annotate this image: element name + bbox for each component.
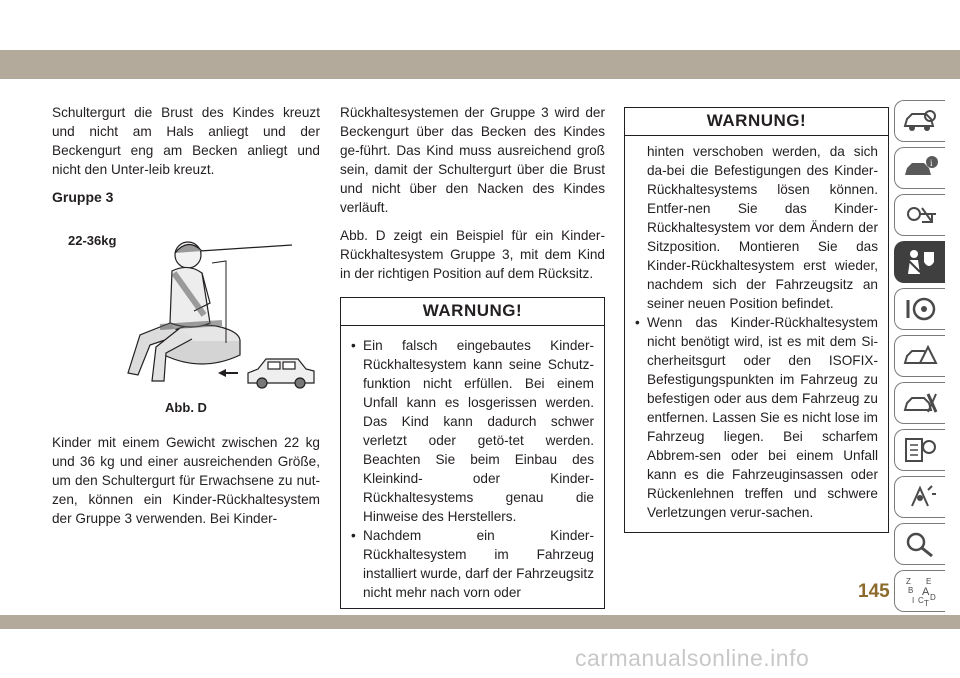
figure-caption: Abb. D: [165, 400, 207, 415]
warning-title: WARNUNG!: [625, 108, 888, 136]
car-info-icon[interactable]: [894, 147, 945, 189]
paragraph-2: Abb. D zeigt ein Beispiel für ein Kinder-Rückhaltesystem Gruppe 3, mit dem Kind in der richtigen Position auf dem Rücksitz.: [340, 228, 605, 281]
header-band: [0, 50, 960, 79]
intro-paragraph: Schultergurt die Brust des Kindes kreuzt und nicht am Hals anliegt und der Beckengurt eng am Becken anliegt und nicht den Unter-leib kreuzt.: [52, 105, 320, 177]
body-paragraph: Kinder mit einem Gewicht zwischen 22 kg und 36 kg und einer ausreichenden Größe, um den Schultergurt für Erwachsene zu nut-zen, können ein Kinder-Rückhaltesystem der Gruppe 3 verwenden. Bei Kinder-: [52, 435, 320, 526]
starting-driving-icon[interactable]: [894, 288, 945, 330]
servicing-icon[interactable]: [894, 382, 945, 424]
search-icon[interactable]: [894, 523, 945, 565]
warning-bullet: • Nachdem ein Kinder-Rückhaltesystem im Fahrzeug installiert wurde, darf der Fahrzeugsitz nicht mehr nach vorn oder: [351, 526, 594, 602]
index-letter-i: I: [912, 596, 915, 605]
page-number: 145: [858, 581, 890, 602]
warning-lights-icon[interactable]: [894, 194, 945, 236]
index-letter-b: B: [908, 586, 914, 595]
warning-title: WARNUNG!: [341, 298, 604, 326]
svg-text:i: i: [930, 158, 933, 168]
index-letter-e: E: [926, 577, 932, 586]
car-search-icon[interactable]: [894, 100, 945, 142]
index-icon[interactable]: [894, 570, 945, 612]
child-seat-drawing: [128, 242, 240, 381]
safety-icon[interactable]: [894, 241, 945, 283]
car-icon-small: [248, 359, 314, 388]
warning-bullet: • Ein falsch eingebautes Kinder-Rückhaltesystem kann seine Schutz-funktion nicht erfüllen. Bei einem Unfall kann es losgerissen werden. Das Kind kann dadurch schwer verletzt oder getö-tet werden. Beachten Sie beim Einbau des Kleinkind- oder Kinder-Rückhaltesystems genau die Hinweise des Herstellers.: [351, 336, 594, 526]
watermark: carmanualsonline.info: [575, 645, 810, 671]
multimedia-icon[interactable]: [894, 476, 945, 518]
index-letter-d: D: [930, 593, 936, 602]
arrow-icon: [218, 369, 238, 377]
warning-box: [340, 297, 605, 609]
chapter-tabs: [894, 100, 946, 617]
column-3: [624, 107, 889, 533]
technical-specs-icon[interactable]: [894, 429, 945, 471]
child-booster-illustration: [52, 223, 320, 398]
index-letter-t: T: [924, 599, 929, 606]
index-letter-a: A: [922, 586, 930, 598]
index-letter-z: Z: [906, 577, 911, 586]
index-letter-c: C: [918, 596, 924, 605]
warning-bullet: • Wenn das Kinder-Rückhaltesystem nicht benötigt wird, ist es mit dem Si-cherheitsgurt oder den ISOFIX-Befestigungspunkten im Fahrzeug zu befestigen oder aus dem Fahrzeug zu entfernen. Lassen Sie es nicht lose im Fahrzeug liegen. Bei scharfem Abbrem-sen oder bei einem Unfall kann es die Fahrzeuginsassen oder Rückenlehnen treffen und schwere Verletzungen verur-sachen.: [635, 313, 878, 522]
warning-continuation: hinten verschoben werden, da sich da-bei die Befestigungen des Kinder-Rückhaltesystems lösen können. Entfer-nen Sie das Kinder-Rückhaltesystem vor dem Ändern der Sitzposition. Montieren Sie das Kinder-Rückhaltesystem erst wieder, nachdem sich der Fahrzeugsitz an seiner neuen Position befindet.: [647, 144, 878, 311]
column-1: [52, 103, 320, 537]
paragraph-1: Rückhaltesystemen der Gruppe 3 wird der Beckengurt über das Becken des Kindes ge-führt. Das Kind muss ausreichend groß sein, damit der Schultergurt über die Brust und nicht über den Nacken des Kindes verläuft.: [340, 105, 605, 215]
warning-box-continued: [624, 107, 889, 533]
column-2: [340, 103, 605, 609]
section-heading: Gruppe 3: [52, 189, 114, 205]
footer-band: [0, 615, 960, 629]
weight-label: 22-36kg: [68, 233, 117, 248]
breakdown-icon[interactable]: [894, 335, 945, 377]
figure-child-booster: [52, 223, 320, 398]
